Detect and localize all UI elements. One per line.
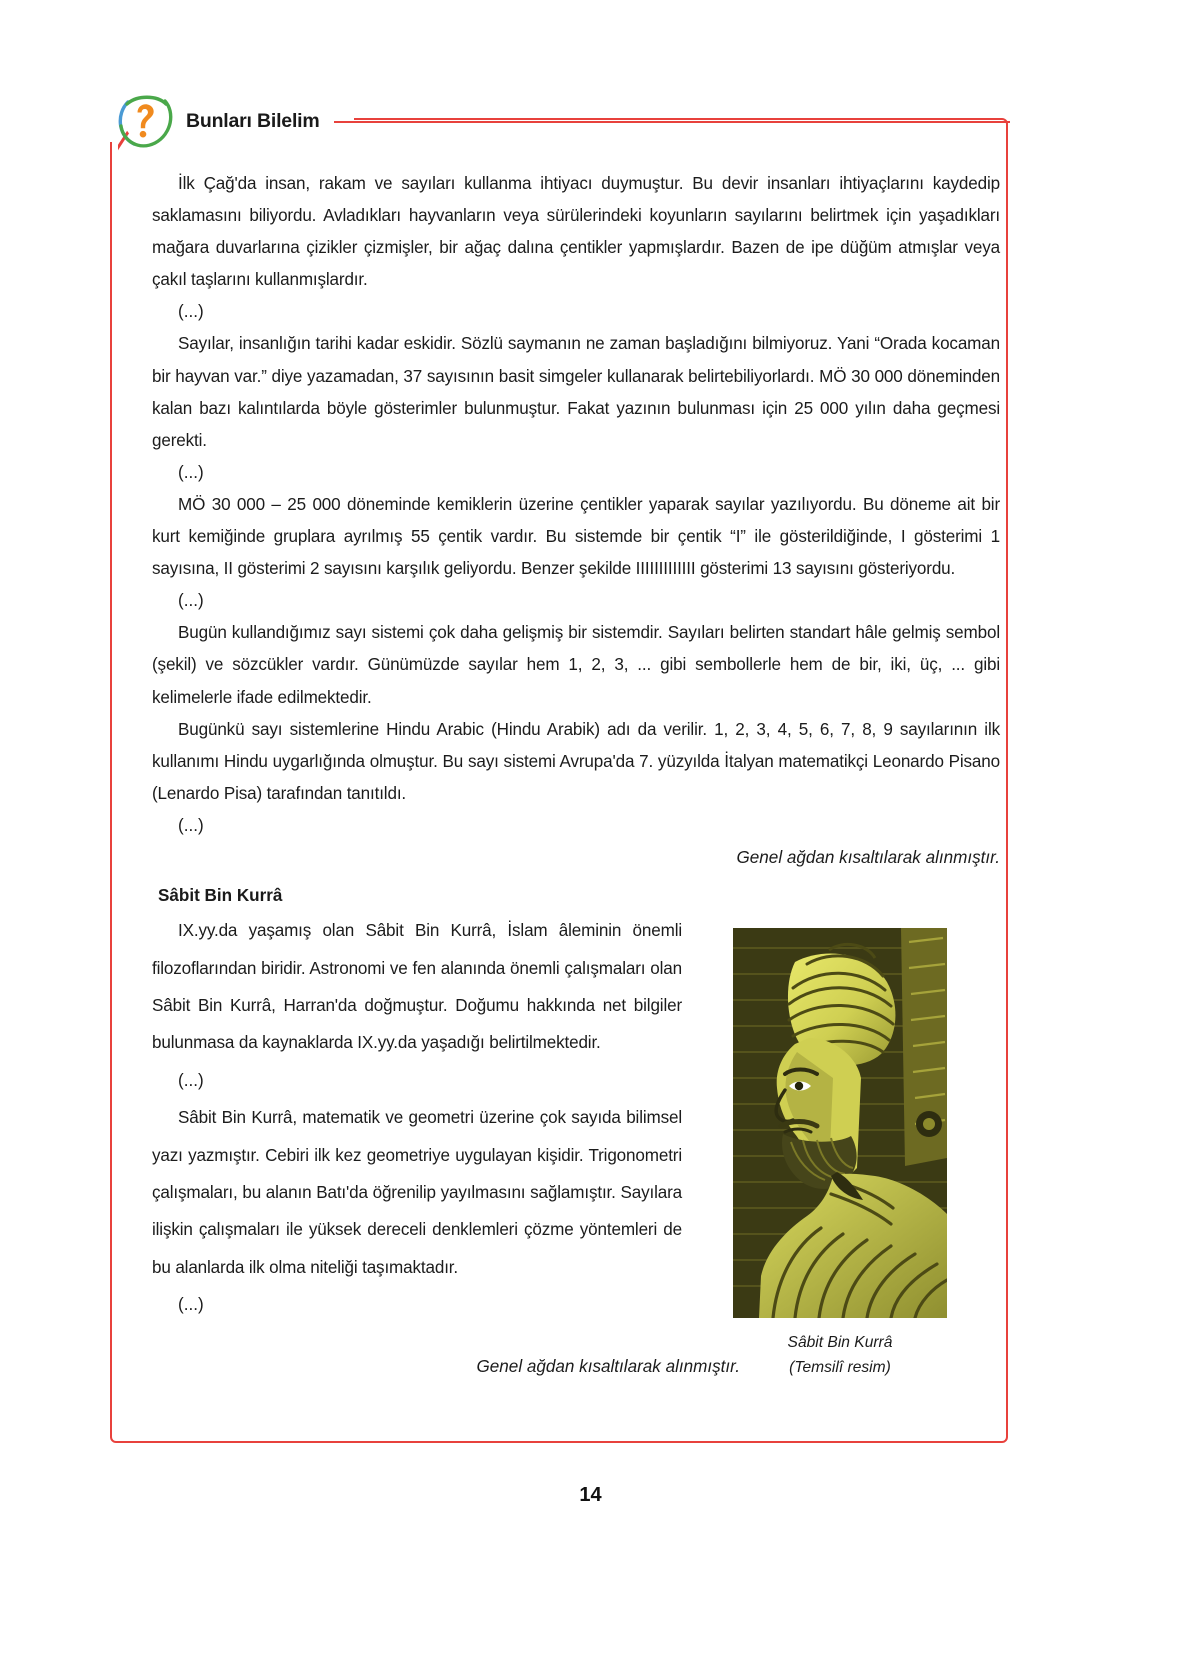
sabit-heading: Sâbit Bin Kurrâ: [158, 886, 283, 905]
section-header: [110, 93, 1010, 149]
paragraph: İlk Çağ'da insan, rakam ve sayıları kullanma ihtiyacı duymuştur. Bu devir insanları ihtiyaçlarını kaydedip saklamasını biliyordu. Avladıkları hayvanların veya sürülerindeki koyunların sayılarını belirtmek için yaşadıkları mağara duvarlarına çizikler çizmişler, bir ağaç dalına çentikler yapmışlardır. Bazen de ipe düğüm atmışlar veya çakıl taşlarını kullanmışlardır.: [152, 174, 1000, 290]
paragraph: Sâbit Bin Kurrâ, matematik ve geometri üzerine çok sayıda bilimsel yazı yazmıştır. Cebiri ilk kez geometriye uygulayan kişidir. Trigonometri çalışmaları, bu alanın Batı'da öğrenilip yayılmasını sağlamıştır. Sayılara ilişkin çalışmaları ile yüksek dereceli denklemleri çözme yöntemleri de bu alanlarda ilk olma niteliği taşımaktadır.: [152, 1108, 682, 1277]
paragraph-ellipsis: (...): [178, 591, 204, 611]
figure-caption-note: (Temsilî resim): [789, 1359, 891, 1376]
paragraph: MÖ 30 000 – 25 000 döneminde kemiklerin üzerine çentikler yaparak sayılar yazılıyordu. Bu döneme ait bir kurt kemiğinde gruplara ayrılmış 55 çentik vardır. Bu sistemde bir çentik “I” ile gösterildiğinde, I gösterimi 1 sayısına, II gösterimi 2 sayısını karşılık geliyordu. Benzer şekilde IIIIIIIIIIIII gösterimi 13 sayısını gösteriyordu.: [152, 494, 1000, 579]
paragraph-ellipsis: (...): [178, 462, 204, 482]
page-number: 14: [579, 1484, 602, 1506]
header-rule: [334, 121, 1010, 124]
paragraph-ellipsis: (...): [178, 302, 204, 322]
main-text-block: [152, 168, 1000, 874]
portrait-sabit-bin-kurra-image: [733, 928, 947, 1318]
paragraph: Bugünkü sayı sistemlerine Hindu Arabic (Hindu Arabik) adı da verilir. 1, 2, 3, 4, 5, 6, 7, 8, 9 sayılarının ilk kullanımı Hindu uygarlığında olmuştur. Bu sayı sistemi Avrupa'da 7. yüzyılda İtalyan matematikçi Leonardo Pisano (Lenardo Pisa) tarafından tanıtıldı.: [152, 719, 1000, 803]
question-mark-swoosh-logo: [115, 92, 177, 150]
sabit-source-note: Genel ağdan kısaltılarak alınmıştır.: [476, 1357, 740, 1377]
paragraph-ellipsis: (...): [178, 815, 204, 835]
paragraph: Bugün kullandığımız sayı sistemi çok daha gelişmiş bir sistemdir. Sayıları belirten standart hâle gelmiş sembol (şekil) ve sözcükler vardır. Günümüzde sayılar hem 1, 2, 3, ... gibi sembollerle hem de bir, iki, üç, ... gibi kelimelerle ifade edilmektedir.: [152, 623, 1000, 707]
figure-caption-name: Sâbit Bin Kurrâ: [787, 1334, 893, 1351]
paragraph: IX.yy.da yaşamış olan Sâbit Bin Kurrâ, İslam âleminin önemli filozoflarından biridir. Astronomi ve fen alanında önemli çalışmaları olan Sâbit Bin Kurrâ, Harran'da doğmuştur. Doğumu hakkında net bilgiler bulunmasa da kaynaklarda IX.yy.da yaşadığı belirtilmektedir.: [152, 921, 682, 1053]
paragraph-ellipsis: (...): [178, 1295, 204, 1315]
sabit-text-column: [152, 912, 682, 1323]
paragraph-ellipsis: (...): [178, 1070, 204, 1090]
sabit-portrait-figure: [733, 928, 947, 1380]
source-note: Genel ağdan kısaltılarak alınmıştır.: [736, 847, 1000, 867]
paragraph: Sayılar, insanlığın tarihi kadar eskidir. Sözlü saymanın ne zaman başladığını bilmiyoruz. Yani “Orada kocaman bir hayvan var.” diye yazamadan, 37 sayısının basit simgeler kullanarak belirtebiliyorlardı. MÖ 30 000 döneminden kalan bazı kalıntılarda böyle gösterimler bulunmuştur. Fakat yazının bulunması için 25 000 yılın daha geçmesi gerekti.: [152, 334, 1000, 450]
section-title: Bunları Bilelim: [186, 109, 320, 132]
